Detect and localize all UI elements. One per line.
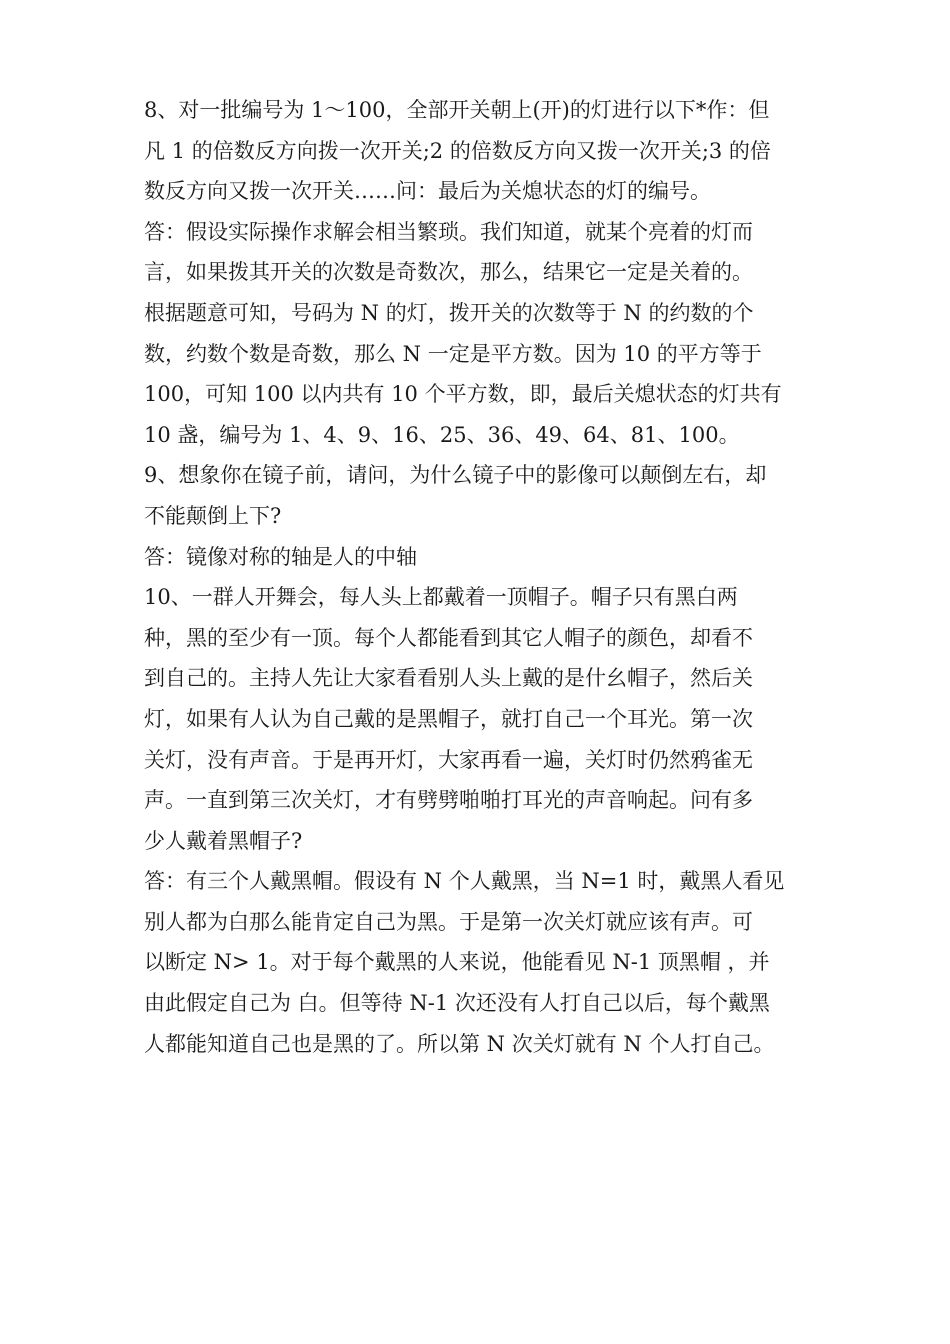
document-page [144,90,808,1064]
text-line: 凡 1 的倍数反方向拨一次开关;2 的倍数反方向又拨一次开关;3 的倍 [144,138,771,163]
text-line: 10 盏，编号为 1、4、9、16、25、36、49、64、81、100。 [144,422,740,447]
text-line: 人都能知道自己也是黑的了。所以第 N 次关灯就有 N 个人打自己。 [144,1031,775,1056]
text-line: 少人戴着黑帽子? [144,828,303,853]
text-line: 答：有三个人戴黑帽。假设有 N 个人戴黑，当 N=1 时，戴黑人看见 [144,869,785,894]
text-line: 100，可知 100 以内共有 10 个平方数，即，最后关熄状态的灯共有 [144,382,782,407]
text-line: 由此假定自己为 白。但等待 N-1 次还没有人打自己以后，每个戴黑 [144,991,770,1016]
text-line: 9、想象你在镜子前，请问，为什么镜子中的影像可以颠倒左右，却 [144,463,767,488]
text-line: 种，黑的至少有一顶。每个人都能看到其它人帽子的颜色，却看不 [144,625,753,650]
text-line: 答：假设实际操作求解会相当繁琐。我们知道，就某个亮着的灯而 [144,219,753,244]
text-line: 数反方向又拨一次开关……问：最后为关熄状态的灯的编号。 [144,179,711,204]
text-line: 言，如果拨其开关的次数是奇数次，那么，结果它一定是关着的。 [144,260,753,285]
text-line: 声。一直到第三次关灯，才有劈劈啪啪打耳光的声音响起。问有多 [144,788,753,813]
text-line: 以断定 N> 1。对于每个戴黑的人来说，他能看见 N-1 顶黑帽 ，并 [144,950,770,975]
text-line: 10、一群人开舞会，每人头上都戴着一顶帽子。帽子只有黑白两 [144,585,738,610]
text-line: 8、对一批编号为 1～100，全部开关朝上(开)的灯进行以下*作：但 [144,98,770,122]
text-line: 不能颠倒上下? [144,503,282,528]
text-line: 关灯，没有声音。于是再开灯，大家再看一遍，关灯时仍然鸦雀无 [144,747,753,772]
text-line: 到自己的。主持人先让大家看看别人头上戴的是什幺帽子，然后关 [144,666,753,691]
text-line: 灯，如果有人认为自己戴的是黑帽子，就打自己一个耳光。第一次 [144,706,753,731]
text-line: 答：镜像对称的轴是人的中轴 [144,544,417,569]
text-line: 数，约数个数是奇数，那么 N 一定是平方数。因为 10 的平方等于 [144,341,762,366]
text-line: 别人都为白那么能肯定自己为黑。于是第一次关灯就应该有声。可 [144,909,753,934]
text-line: 根据题意可知，号码为 N 的灯，拨开关的次数等于 N 的约数的个 [144,300,754,325]
